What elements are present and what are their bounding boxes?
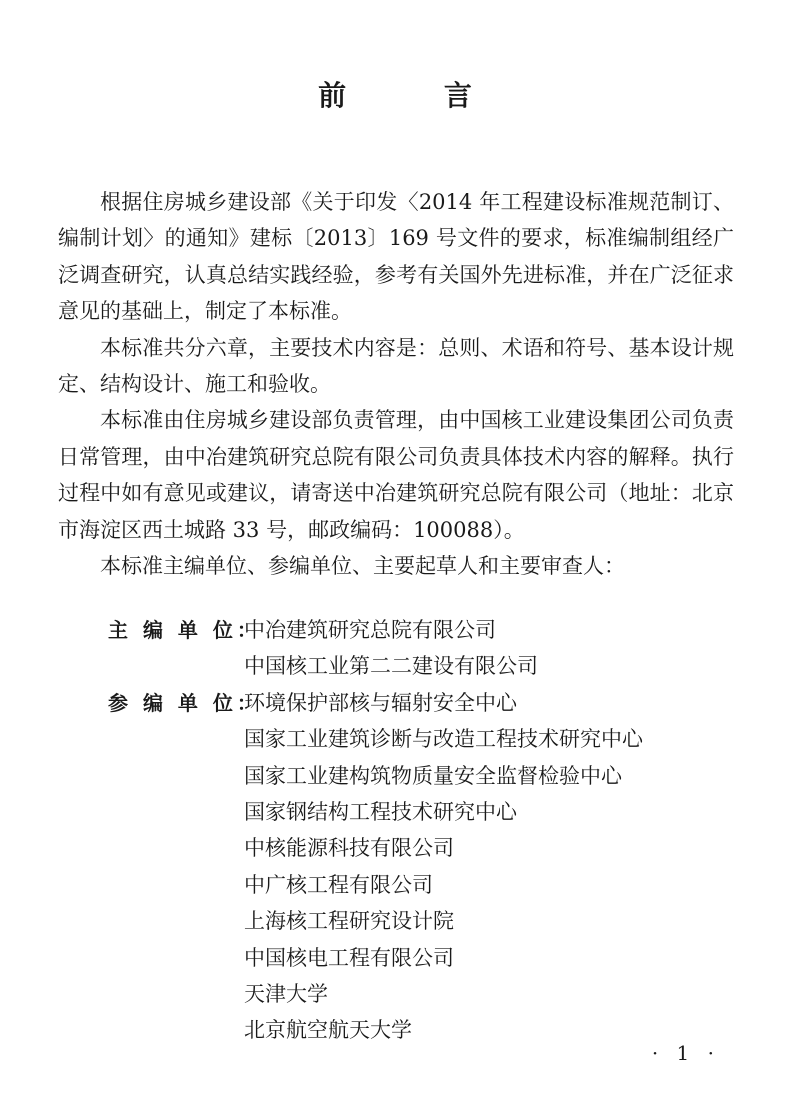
- preface-body: [58, 184, 734, 584]
- paragraph-units-intro: 本标准主编单位、参编单位、主要起草人和主要审查人：: [100, 554, 625, 579]
- participating-row: [108, 867, 643, 903]
- participating-org: 上海核工程研究设计院: [244, 909, 454, 934]
- participating-org: 国家钢结构工程技术研究中心: [244, 800, 517, 825]
- paragraph-management: 本标准由住房城乡建设部负责管理，由中国核工业建设集团公司负责日常管理，由中冶建筑研究总院有限公司负责具体技术内容的解释。执行过程中如有意见或建议，请寄送中冶建筑研究总院有限公司（地址：北京市海淀区西土城路 33 号，邮政编码：100088）。: [58, 408, 734, 542]
- participating-org: 中核能源科技有限公司: [244, 836, 454, 861]
- paragraph-mandate: 根据住房城乡建设部《关于印发〈2014 年工程建设标准规范制订、编制计划〉的通知》建标〔2013〕169 号文件的要求，标准编制组经广泛调查研究，认真总结实践经验，参考有关国外先进标准，并在广泛征求意见的基础上，制定了本标准。: [58, 190, 734, 324]
- participating-org: 环境保护部核与辐射安全中心: [244, 690, 517, 715]
- chief-editor-org: 中国核工业第二二建设有限公司: [244, 654, 538, 679]
- participating-row: [108, 1012, 643, 1048]
- participating-row: [108, 940, 643, 976]
- chief-editor-org: 中冶建筑研究总院有限公司: [244, 618, 496, 642]
- participating-row: [108, 721, 643, 757]
- page-number: · 1 ·: [651, 1041, 720, 1065]
- chief-editor-row: [108, 612, 643, 648]
- participating-row: [108, 794, 643, 830]
- participating-row: [108, 903, 643, 939]
- organization-roster: [108, 612, 643, 1049]
- chief-editor-row: [108, 648, 643, 684]
- page-title: 前 言: [318, 79, 516, 112]
- participating-org: 国家工业建构筑物质量安全监督检验中心: [244, 763, 622, 788]
- participating-row: [108, 685, 643, 721]
- participating-org: 北京航空航天大学: [244, 1018, 412, 1043]
- participating-row: [108, 758, 643, 794]
- chief-editor-label: 主 编 单 位：: [108, 618, 261, 642]
- participating-label: 参 编 单 位：: [108, 690, 261, 715]
- participating-row: [108, 830, 643, 866]
- participating-org: 天津大学: [244, 982, 328, 1007]
- participating-row: [108, 976, 643, 1012]
- participating-org: 中国核电工程有限公司: [244, 945, 454, 970]
- participating-org: 国家工业建筑诊断与改造工程技术研究中心: [244, 727, 643, 752]
- participating-org: 中广核工程有限公司: [244, 872, 433, 897]
- paragraph-contents: 本标准共分六章，主要技术内容是：总则、术语和符号、基本设计规定、结构设计、施工和验收。: [58, 335, 734, 397]
